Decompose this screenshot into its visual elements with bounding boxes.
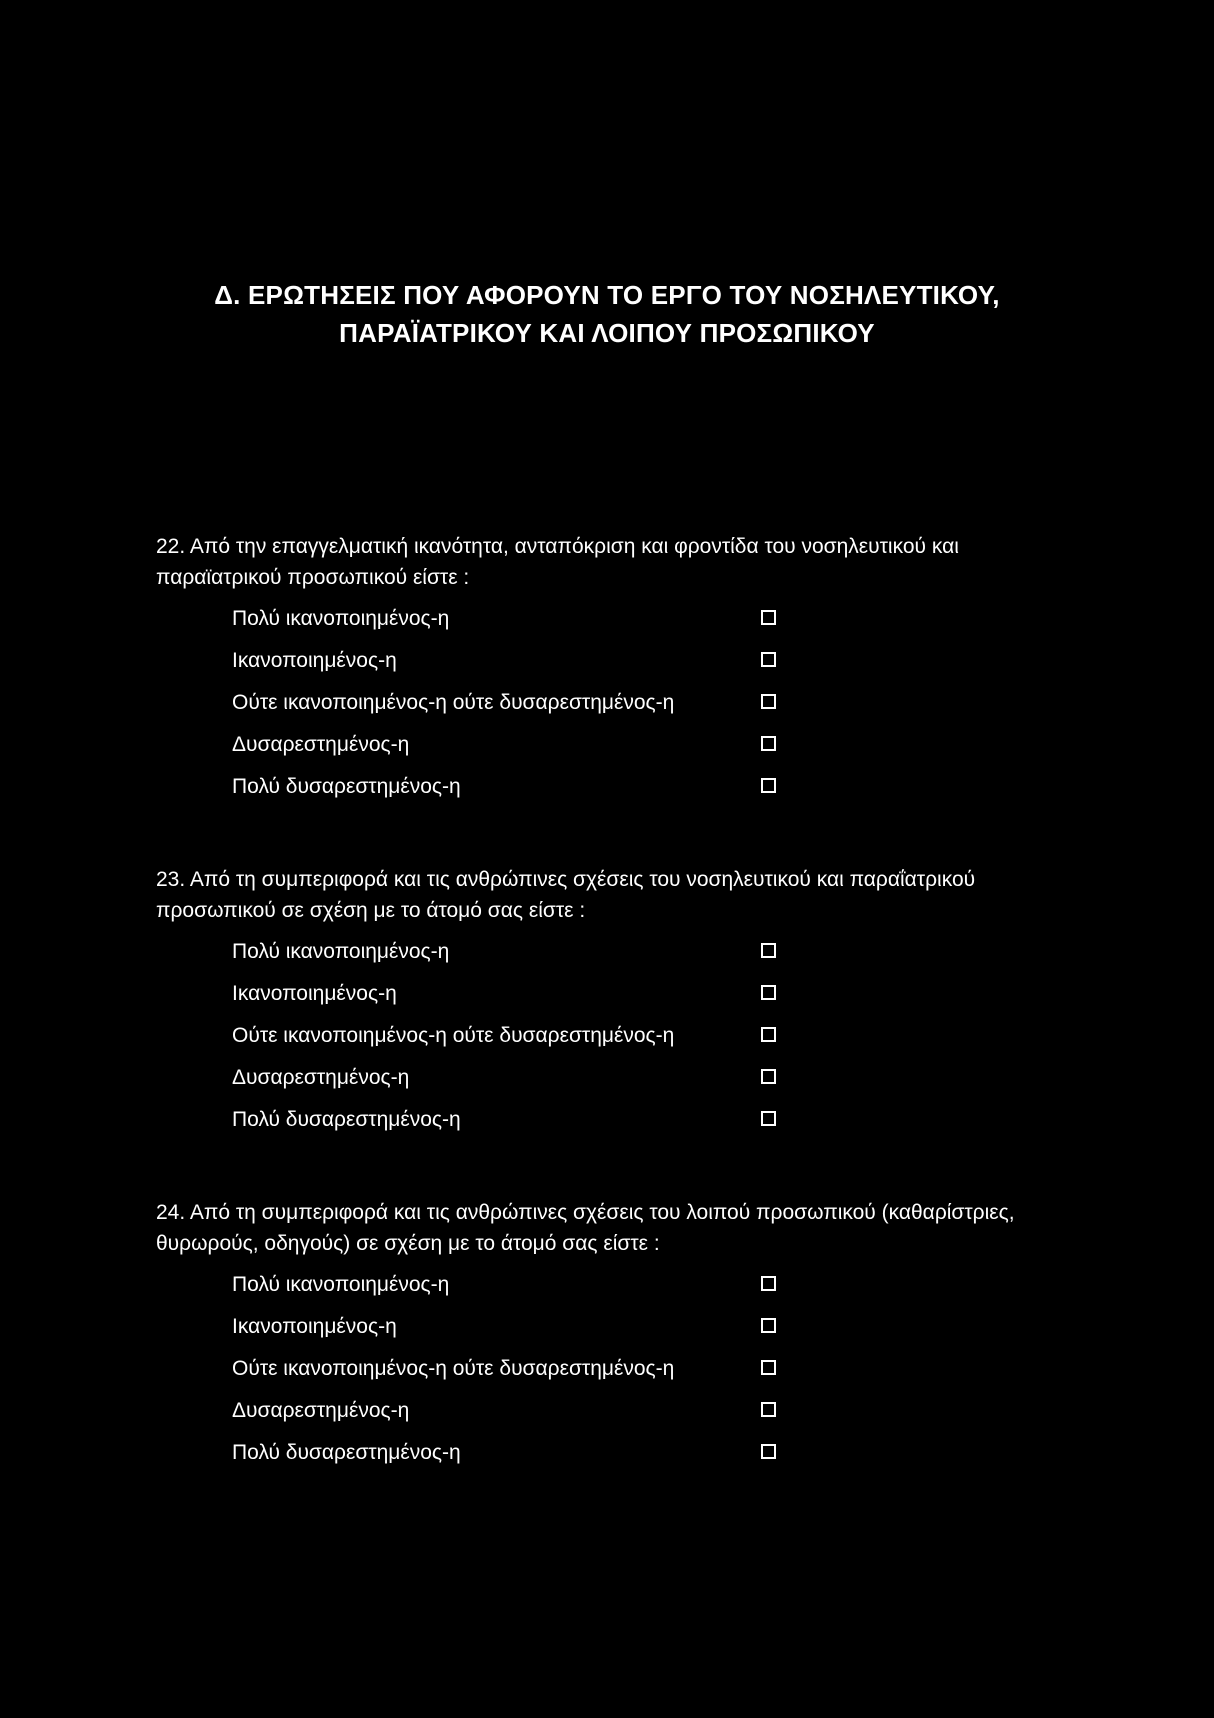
option-label: Ούτε ικανοποιημένος-η ούτε δυσαρεστημένος-η [232, 1024, 675, 1047]
option-very-dissatisfied[interactable] [232, 1432, 782, 1474]
page-title-line-2: ΠΑΡΑΪΑΤΡΙΚΟΥ ΚΑΙ ΛΟΙΠΟΥ ΠΡΟΣΩΠΙΚΟΥ [339, 318, 875, 348]
option-dissatisfied[interactable] [232, 724, 782, 766]
option-dissatisfied[interactable] [232, 1057, 782, 1099]
answer-options [232, 1264, 1056, 1474]
checkbox[interactable] [761, 694, 776, 709]
option-label: Ικανοποιημένος-η [232, 649, 397, 672]
question-text: 22. Από την επαγγελματική ικανότητα, ανταπόκριση και φροντίδα του νοσηλευτικού και παραϊατρικού προσωπικού είστε : [156, 535, 959, 589]
question-24 [156, 1197, 1056, 1474]
checkbox[interactable] [761, 1444, 776, 1459]
option-very-satisfied[interactable] [232, 1264, 782, 1306]
option-label: Ούτε ικανοποιημένος-η ούτε δυσαρεστημένος-η [232, 1357, 675, 1380]
checkbox[interactable] [761, 1402, 776, 1417]
option-satisfied[interactable] [232, 973, 782, 1015]
checkbox[interactable] [761, 652, 776, 667]
option-label: Δυσαρεστημένος-η [232, 1066, 410, 1089]
option-very-dissatisfied[interactable] [232, 1099, 782, 1141]
question-23 [156, 864, 1056, 1141]
checkbox[interactable] [761, 985, 776, 1000]
checkbox[interactable] [761, 1027, 776, 1042]
checkbox[interactable] [761, 1276, 776, 1291]
option-label: Ούτε ικανοποιημένος-η ούτε δυσαρεστημένος-η [232, 691, 675, 714]
option-neutral[interactable] [232, 682, 782, 724]
checkbox[interactable] [761, 610, 776, 625]
page-title-line-1: Δ. ΕΡΩΤΗΣΕΙΣ ΠΟΥ ΑΦΟΡΟΥΝ ΤΟ ΕΡΓΟ ΤΟΥ ΝΟΣΗΛΕΥΤΙΚΟΥ, [214, 280, 1000, 310]
question-22 [156, 531, 1056, 808]
option-label: Ικανοποιημένος-η [232, 982, 397, 1005]
checkbox[interactable] [761, 736, 776, 751]
option-very-satisfied[interactable] [232, 598, 782, 640]
checkbox[interactable] [761, 1318, 776, 1333]
option-neutral[interactable] [232, 1015, 782, 1057]
option-label: Δυσαρεστημένος-η [232, 1399, 410, 1422]
question-text: 23. Από τη συμπεριφορά και τις ανθρώπινες σχέσεις του νοσηλευτικού και παραΐατρικού προσωπικού σε σχέση με το άτομό σας είστε : [156, 868, 976, 922]
option-label: Ικανοποιημένος-η [232, 1315, 397, 1338]
checkbox[interactable] [761, 1360, 776, 1375]
option-label: Πολύ ικανοποιημένος-η [232, 607, 450, 630]
checkbox[interactable] [761, 778, 776, 793]
answer-options [232, 931, 1056, 1141]
option-label: Πολύ ικανοποιημένος-η [232, 1273, 450, 1296]
option-label: Πολύ δυσαρεστημένος-η [232, 775, 461, 798]
question-text: 24. Από τη συμπεριφορά και τις ανθρώπινες σχέσεις του λοιπού προσωπικού (καθαρίστριες, θυρωρούς, οδηγούς) σε σχέση με το άτομό σας είστε : [156, 1201, 1015, 1255]
option-satisfied[interactable] [232, 1306, 782, 1348]
option-satisfied[interactable] [232, 640, 782, 682]
checkbox[interactable] [761, 1111, 776, 1126]
option-very-dissatisfied[interactable] [232, 766, 782, 808]
option-label: Πολύ ικανοποιημένος-η [232, 940, 450, 963]
checkbox[interactable] [761, 1069, 776, 1084]
option-label: Δυσαρεστημένος-η [232, 733, 410, 756]
option-very-satisfied[interactable] [232, 931, 782, 973]
option-neutral[interactable] [232, 1348, 782, 1390]
option-label: Πολύ δυσαρεστημένος-η [232, 1108, 461, 1131]
option-dissatisfied[interactable] [232, 1390, 782, 1432]
checkbox[interactable] [761, 943, 776, 958]
answer-options [232, 598, 1056, 808]
option-label: Πολύ δυσαρεστημένος-η [232, 1441, 461, 1464]
page-title [0, 276, 1214, 352]
